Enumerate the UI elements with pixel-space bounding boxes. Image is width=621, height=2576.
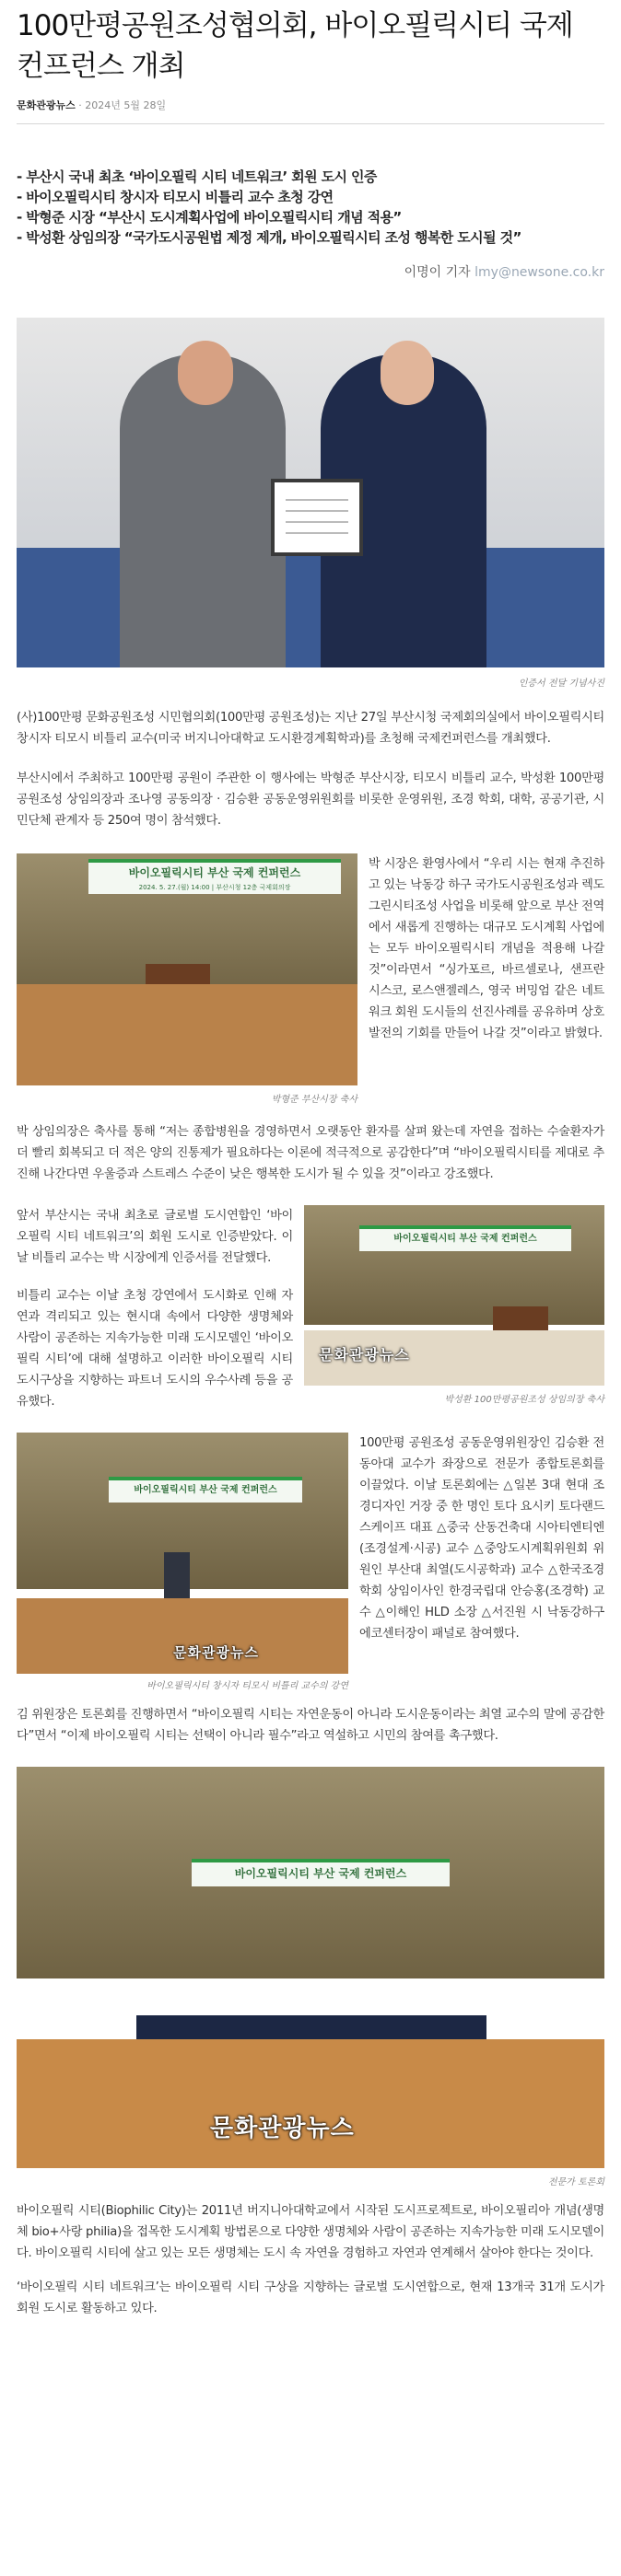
article-date: 2024년 5월 28일 <box>85 99 167 111</box>
photo-banner <box>88 859 341 894</box>
paragraph: 바이오필릭 시티(Biophilic City)는 2011년 버지니아대학교에서 시작된 도시프로젝트로, 바이오필리아 개념(생명체 bio+사랑 philia)을 접목한 도시계획 방법론으로 다양한 생명체와 사람이 공존하는 지속가능한 미래 도시모델이다. 바이오필릭 시티에 살고 있는 모든 생명체는 도시 속 자연을 경험하고 자연과 연계해서 살아야 한다는 것이다. <box>17 2204 604 2260</box>
photo-caption: 바이오필릭시티 창시자 티모시 비틀리 교수의 강연 <box>146 1681 348 1691</box>
photo-watermark: 문화관광뉴스 <box>210 2115 355 2142</box>
section-lecture <box>17 1433 604 1691</box>
paragraph: 부산시에서 주최하고 100만평 공원이 주관한 이 행사에는 박형준 부산시장, 티모시 비틀리 교수, 박성환 100만평공원조성 상임의장과 조나영 공동의장 · 김승환 공동운영위원회를 비롯한 운영위원, 조경 학회, 대학, 공공기관, 시민단체 관계자 등 250여 명이 참석했다. <box>17 772 604 828</box>
article-source[interactable]: 문화관광뉴스 <box>17 99 76 111</box>
text-block <box>17 1205 293 1412</box>
photo-banner: 바이오필릭시티 부산 국제 컨퍼런스 <box>109 1477 302 1503</box>
photo-person-head <box>178 341 233 405</box>
meta-separator: · <box>78 99 86 111</box>
paragraph: 박 상임의장은 축사를 통해 “저는 종합병원을 경영하면서 오랫동안 환자를 살펴 왔는데 자연을 접하는 수술환자가 더 빨리 회복되고 더 적은 양의 진통제가 필요하다는 이론에 적극적으로 공감한다”며 “바이오필릭시티를 제대로 추진해 나간다면 우울증과 스트레스 수준이 낮은 행복한 도시가 될 수 있을 것”이라고 강조했다. <box>17 1125 604 1181</box>
paragraph: ‘바이오필릭 시티 네트워크’는 바이오필릭 시티 구상을 지향하는 글로벌 도시연합으로, 현재 13개국 31개 도시가 회원 도시로 활동하고 있다. <box>17 2280 604 2315</box>
summary-list <box>17 167 604 248</box>
banner-title: 바이오필릭시티 부산 국제 컨퍼런스 <box>128 866 301 879</box>
paragraph: (사)100만평 문화공원조성 시민협의회(100만평 공원조성)는 지난 27일 부산시청 국제회의실에서 바이오필릭시티 창시자 티모시 비틀리 교수(미국 버지니아대학교 도시환경계획학과)를 초청해 국제컨퍼런스를 개최했다. <box>17 711 604 746</box>
photo-watermark: 문화관광뉴스 <box>173 1644 259 1661</box>
section-mayor <box>17 853 604 1105</box>
section-chair <box>17 1205 604 1412</box>
paragraph: 비틀리 교수는 이날 초청 강연에서 도시화로 인해 자연과 격리되고 있는 현시대 속에서 다양한 생명체와 사람이 공존하는 지속가능한 미래 도시모델인 ‘바이오필릭 시티’에 대해 설명하고 이러한 바이오필릭 시티 도시구상을 지향하는 파트너 도시의 우수사례 등을 공유했다. <box>17 1289 293 1409</box>
paragraph: 김 위원장은 토론회를 진행하면서 “바이오필릭 시티는 자연운동이 아니라 도시운동이라는 최열 교수의 말에 공감한다”면서 “이제 바이오필릭 시티는 선택이 아니라 필수”라고 역설하고 시민의 참여를 촉구했다. <box>17 1708 604 1743</box>
article-meta <box>17 98 604 112</box>
photo-block <box>17 853 357 1105</box>
paragraph: 앞서 부산시는 국내 최초로 글로벌 도시연합인 ‘바이오필릭 시티 네트워크’의 회원 도시로 인증받았다. 이날 비틀리 교수는 박 시장에게 인증서를 전달했다. <box>17 1209 293 1265</box>
photo-floor <box>17 2039 604 2168</box>
photo-watermark: 문화관광뉴스 <box>319 1346 410 1363</box>
title-divider <box>17 123 604 124</box>
photo-banner: 바이오필릭시티 부산 국제 컨퍼런스 <box>359 1225 571 1251</box>
byline-email[interactable]: lmy@newsone.co.kr <box>475 265 604 280</box>
paragraph: 100만평 공원조성 공동운영위원장인 김승환 전 동아대 교수가 좌장으로 전문가 종합토론회를 이끌었다. 이날 토론회에는 △일본 3대 현대 조경디자인 거장 중 한 명인 토다 요시키 토다랜드스케이프 대표 △중국 산동건축대 시아티엔티엔(조경설계·시공) 교수 △중앙도시계획위원회 위원인 부산대 최열(도시공학과) 교수 △한국조경학회 상임이사인 한경국립대 안승홍(조경학) 교수 △이해인 HLD 소장 △서진원 시 낙동강하구에코센터장이 패널로 참여했다. <box>359 1436 604 1641</box>
summary-item: - 부산시 국내 최초 ‘바이오필릭 시티 네트워크’ 회원 도시 인증 <box>17 168 377 185</box>
photo-panel-discussion <box>17 1767 604 2168</box>
photo-caption: 박형준 부산시장 축사 <box>271 1095 357 1105</box>
photo-lecture <box>17 1433 348 1674</box>
byline <box>17 262 604 281</box>
photo-mayor-speech <box>17 853 357 1085</box>
photo-banner: 바이오필릭시티 부산 국제 컨퍼런스 <box>192 1859 450 1886</box>
photo-block <box>17 1433 348 1691</box>
summary-item: - 박성환 상임의장 “국가도시공원법 제정 제개, 바이오필릭시티 조성 행복한 도시될 것” <box>17 229 521 246</box>
byline-name: 이명이 기자 <box>404 265 471 280</box>
certificate-plaque <box>271 479 363 556</box>
article-title: 100만평공원조성협의회, 바이오필릭시티 국제 컨프런스 개최 <box>17 9 573 83</box>
photo-background <box>304 1205 604 1325</box>
photo-floor <box>17 984 357 1085</box>
summary-item: - 바이오필릭시티 창시자 티모시 비틀리 교수 초청 강연 <box>17 189 334 205</box>
photo-floor <box>17 1598 348 1674</box>
photo-certificate <box>17 318 604 667</box>
photo-caption: 인증서 전달 기념사진 <box>518 679 604 689</box>
paragraph: 박 시장은 환영사에서 “우리 시는 현재 추진하고 있는 낙동강 하구 국가도시공원조성과 렉도그린시티조성 사업을 비롯해 앞으로 부산 전역에서 새롭게 진행하는 대규모 도시계획 사업에는 모두 바이오필릭시티 개념을 적용해 나갈 것”이라면서 “싱가포르, 바르셀로나, 샌프란시스코, 로스앤젤레스, 영국 버밍엄 같은 네트워크 회원 도시들의 선진사례를 공유하며 상호 발전의 기회를 만들어 나갈 것”이라고 밝혔다. <box>369 857 604 1040</box>
photo-chair-speech <box>304 1205 604 1386</box>
photo-person-head <box>381 341 434 405</box>
summary-item: - 박형준 시장 “부산시 도시계획사업에 바이오필릭시티 개념 적용” <box>17 209 402 226</box>
photo-table <box>17 548 604 667</box>
photo-block <box>304 1205 604 1412</box>
photo-caption: 전문가 토론회 <box>547 2177 604 2187</box>
banner-subtitle: 2024. 5. 27.(월) 14:00 | 부산시청 12층 국제회의장 <box>138 884 291 891</box>
photo-caption: 박성환 100만평공원조성 상임의장 축사 <box>444 1395 604 1405</box>
